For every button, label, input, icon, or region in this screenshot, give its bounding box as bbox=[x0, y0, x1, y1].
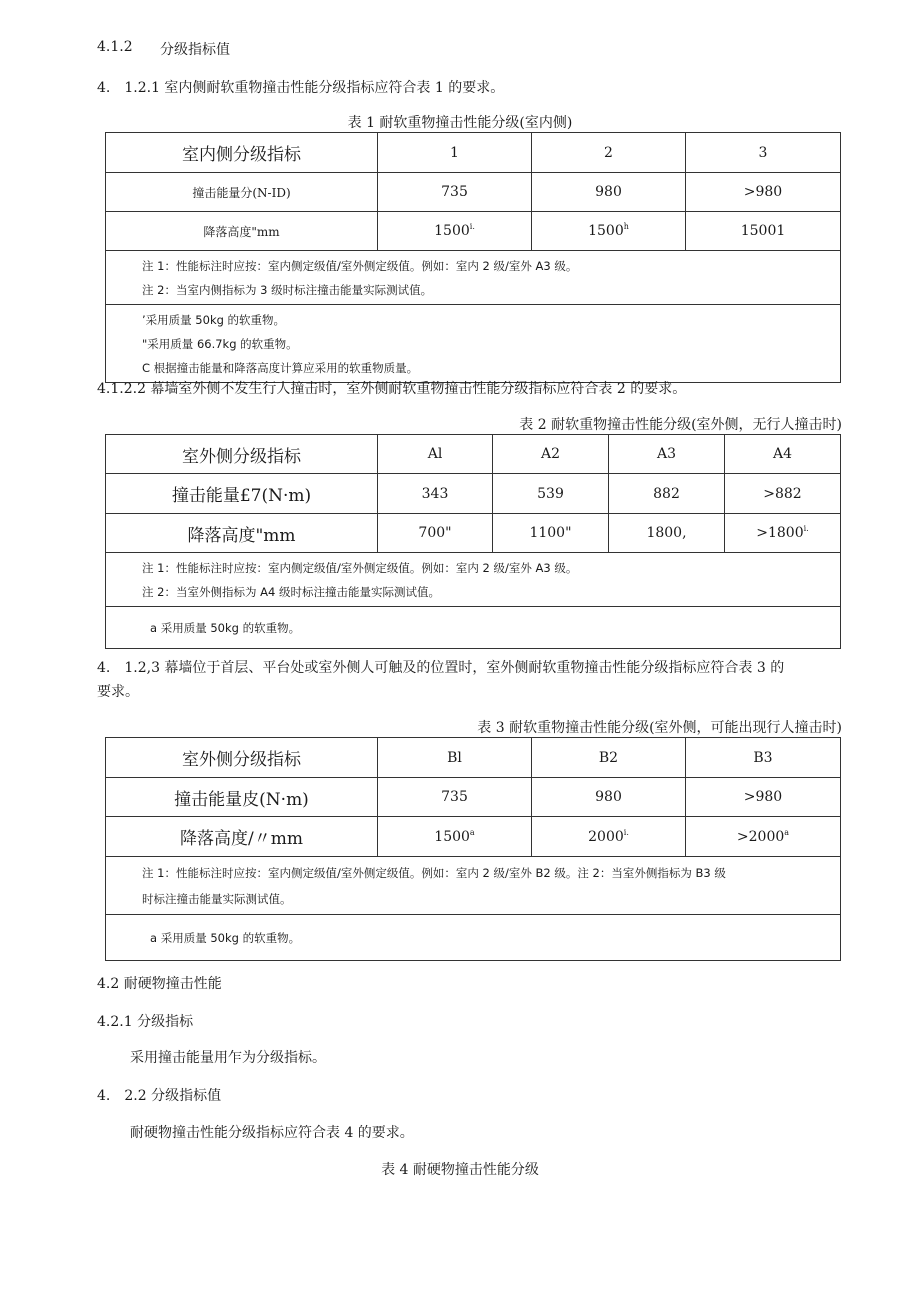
paragraph-4-2-2: 耐硬物撞击性能分级指标应符合表 4 的要求。 bbox=[130, 1125, 414, 1141]
table1-note: 注 2：当室内侧指标为 3 级时标注撞击能量实际测试值。 bbox=[142, 283, 433, 297]
table2-energy-row bbox=[106, 474, 841, 514]
table3-header-row bbox=[106, 738, 841, 778]
table2-notes bbox=[106, 553, 841, 607]
table3-cell: 735 bbox=[378, 778, 532, 817]
table2-cell: 343 bbox=[378, 474, 493, 514]
table1-footnote: "采用质量 66.7kg 的软重物。 bbox=[142, 337, 298, 351]
table2-height-row bbox=[106, 514, 841, 553]
table2-footnote-row bbox=[106, 607, 841, 649]
table3-cell: 1500$^a$ bbox=[378, 817, 532, 857]
table2-cell: 1100" bbox=[493, 514, 609, 553]
table1-cell: 735 bbox=[378, 173, 532, 212]
table3-cell: 980 bbox=[532, 778, 686, 817]
table2-header-cell: A2 bbox=[493, 435, 609, 474]
table3-cell: >980 bbox=[686, 778, 841, 817]
table2-footnote: a 采用质量 50kg 的软重物。 bbox=[106, 607, 841, 649]
table1-footnote: C 根据撞击能量和降落高度计算应采用的软重物质量。 bbox=[142, 361, 419, 375]
paragraph-4-1-2-1: 4. 1.2.1 室内侧耐软重物撞击性能分级指标应符合表 1 的要求。 bbox=[97, 80, 505, 96]
table1-header-cell: 1 bbox=[378, 133, 532, 173]
table2-header-cell: A4 bbox=[725, 435, 841, 474]
table2-header-row bbox=[106, 435, 841, 474]
table3-footnote: a 采用质量 50kg 的软重物。 bbox=[106, 915, 841, 961]
table1-header-cell: 室内侧分级指标 bbox=[106, 133, 378, 173]
table2-cell: 539 bbox=[493, 474, 609, 514]
table3 bbox=[105, 737, 841, 961]
table1-header-cell: 2 bbox=[532, 133, 686, 173]
table2-header-cell: Al bbox=[378, 435, 493, 474]
table3-notes-row bbox=[106, 857, 841, 915]
table2-cell: $>1800^{i.}$ bbox=[725, 514, 841, 553]
table3-header-cell: 室外侧分级指标 bbox=[106, 738, 378, 778]
table2-cell: 882 bbox=[609, 474, 725, 514]
table1-cell: 15001 bbox=[686, 212, 841, 251]
table1-caption: 表 1 耐软重物撞击性能分级(室内侧) bbox=[347, 115, 573, 131]
table1-footnote: ’采用质量 50kg 的软重物。 bbox=[142, 313, 286, 327]
table3-caption: 表 3 耐软重物撞击性能分级(室外侧，可能出现行人撞击时) bbox=[477, 720, 842, 736]
table1-cell: $1500^{i.}$ bbox=[378, 212, 532, 251]
table3-row-label: 降落高度/〃mm bbox=[106, 817, 378, 857]
table1-footnotes-row bbox=[106, 305, 841, 383]
table1 bbox=[105, 132, 841, 383]
table2-notes-row bbox=[106, 553, 841, 607]
table3-footnote-row bbox=[106, 915, 841, 961]
table1-cell: 1500$^h$ bbox=[532, 212, 686, 251]
table1-note: 注 1：性能标注时应按：室内侧定级值/室外侧定级值。例如：室内 2 级/室外 A3 级。 bbox=[142, 259, 578, 273]
table2 bbox=[105, 434, 841, 649]
table2-cell: 700" bbox=[378, 514, 493, 553]
section-title: 分级指标值 bbox=[160, 42, 230, 58]
table1-energy-row bbox=[106, 173, 841, 212]
heading-4-2-1: 4.2.1 分级指标 bbox=[97, 1014, 194, 1030]
table2-cell: 1800, bbox=[609, 514, 725, 553]
paragraph-4-2-1: 采用撞击能量用乍为分级指标。 bbox=[130, 1050, 326, 1066]
table2-header-cell: 室外侧分级指标 bbox=[106, 435, 378, 474]
table3-notes bbox=[106, 857, 841, 915]
table2-note: 注 1：性能标注时应按：室内侧定级值/室外侧定级值。例如：室内 2 级/室外 A3 级。 bbox=[142, 561, 578, 575]
table1-cell: 980 bbox=[532, 173, 686, 212]
table1-header-cell: 3 bbox=[686, 133, 841, 173]
paragraph-4-1-2-2: 4.1.2.2 幕墙室外侧不发生行人撞击时，室外侧耐软重物撞击性能分级指标应符合表 2 的要求。 bbox=[97, 381, 687, 397]
table3-note: 注 1：性能标注时应按：室内侧定级值/室外侧定级值。例如：室内 2 级/室外 B2 级。注 2：当室外侧指标为 B3 级 bbox=[142, 866, 726, 880]
paragraph-4-1-2-3: 4. 1.2,3 幕墙位于首层、平台处或室外侧人可触及的位置时，室外侧耐软重物撞击性能分级指标应符合表 3 的 bbox=[97, 660, 785, 676]
heading-4-2-2: 4. 2.2 分级指标值 bbox=[97, 1088, 222, 1104]
table3-header-cell: B3 bbox=[686, 738, 841, 778]
table3-energy-row bbox=[106, 778, 841, 817]
heading-4-2: 4.2 耐硬物撞击性能 bbox=[97, 976, 222, 992]
table3-height-row bbox=[106, 817, 841, 857]
table2-header-cell: A3 bbox=[609, 435, 725, 474]
table3-row-label: 撞击能量皮(N·m) bbox=[106, 778, 378, 817]
table2-caption: 表 2 耐软重物撞击性能分级(室外侧，无行人撞击时) bbox=[519, 417, 842, 433]
table4-caption: 表 4 耐硬物撞击性能分级 bbox=[381, 1162, 539, 1178]
table1-notes bbox=[106, 251, 841, 305]
table2-cell: >882 bbox=[725, 474, 841, 514]
table3-cell: $>2000^a$ bbox=[686, 817, 841, 857]
table3-header-cell: Bl bbox=[378, 738, 532, 778]
table1-cell: >980 bbox=[686, 173, 841, 212]
table2-note: 注 2：当室外侧指标为 A4 级时标注撞击能量实际测试值。 bbox=[142, 585, 440, 599]
table1-height-row bbox=[106, 212, 841, 251]
paragraph-4-1-2-3-cont: 要求。 bbox=[97, 684, 139, 700]
table3-cell: $2000^{i.}$ bbox=[532, 817, 686, 857]
table1-footnotes bbox=[106, 305, 841, 383]
table2-row-label: 降落高度"mm bbox=[106, 514, 378, 553]
section-number: 4.1.2 bbox=[97, 39, 133, 55]
table3-note: 时标注撞击能量实际测试值。 bbox=[142, 892, 292, 906]
table3-header-cell: B2 bbox=[532, 738, 686, 778]
table1-header-row bbox=[106, 133, 841, 173]
table1-row-label: 降落高度"mm bbox=[106, 212, 378, 251]
table1-row-label: 撞击能量分(N-ID) bbox=[106, 173, 378, 212]
table2-row-label: 撞击能量£7(N·m) bbox=[106, 474, 378, 514]
table1-notes-row bbox=[106, 251, 841, 305]
